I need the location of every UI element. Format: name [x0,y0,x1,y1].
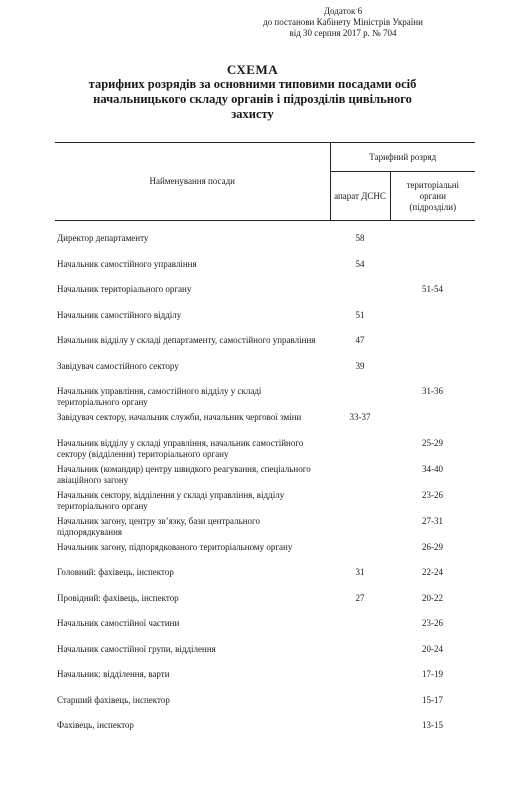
position-name-text: Начальник загону, центру зв’язку, бази центрального підпорядкування [57,515,260,537]
territorial-rank [390,408,475,434]
header-territorial-line-2: органи [419,190,446,201]
territorial-rank [390,229,475,255]
apparatus-rank [330,331,390,357]
apparatus-rank-text: 58 [355,233,365,243]
document-title [30,62,475,122]
territorial-rank [390,691,475,717]
territorial-rank [390,357,475,383]
territorial-rank [390,512,475,538]
position-name-text: Фахівець, інспектор [57,720,134,730]
territorial-rank [390,614,475,640]
position-name-text: Начальник: відділення, варти [57,669,170,679]
position-name [55,382,330,408]
annex-line-2: до постанови Кабінету Міністрів України [263,17,423,27]
apparatus-rank-text: 27 [355,592,365,603]
position-name-text: Начальник управління, самостійного відділу у складі територіального органу [57,386,262,407]
position-name [55,614,330,640]
position-name-text: Начальник самостійної частини [57,618,180,628]
table-row [55,691,475,717]
position-name-text: Начальник територіального органу [57,284,192,294]
table-row [55,716,475,742]
territorial-rank-text: 15-17 [422,694,443,705]
territorial-rank-text: 13-15 [422,720,443,730]
table-row [55,306,475,332]
table-row [55,665,475,691]
territorial-rank [390,563,475,589]
position-name-text: Начальник загону, підпорядкованого територіальному органу [57,541,293,552]
territorial-rank [390,331,475,357]
apparatus-rank-text: 51 [355,309,365,320]
apparatus-rank [330,460,390,486]
table-row [55,512,475,538]
position-name [55,538,330,564]
territorial-rank [390,640,475,666]
territorial-rank-text: 31-36 [422,386,443,396]
tariff-table [55,142,475,742]
apparatus-rank-text: 31 [355,567,365,577]
apparatus-rank [330,434,390,460]
position-name-text: Провідний: фахівець, інспектор [57,592,179,603]
position-name [55,255,330,281]
apparatus-rank [330,382,390,408]
table-row [55,434,475,460]
apparatus-rank-text: 54 [355,258,365,269]
territorial-rank-text: 17-19 [422,669,443,679]
table-body [55,221,475,742]
territorial-rank [390,306,475,332]
apparatus-rank [330,229,390,255]
table-row [55,331,475,357]
territorial-rank-text: 34-40 [422,463,443,474]
territorial-rank [390,434,475,460]
position-name-text: Головний: фахівець, інспектор [57,567,174,577]
territorial-rank-text: 22-24 [422,567,443,577]
position-name [55,665,330,691]
position-name [55,331,330,357]
apparatus-rank [330,408,390,434]
territorial-rank [390,280,475,306]
territorial-rank-text: 20-24 [422,643,443,654]
territorial-rank [390,716,475,742]
position-name [55,486,330,512]
position-name [55,691,330,717]
table-row [55,357,475,383]
header-territorial-line-3: (підрозділи) [409,201,457,212]
position-name-text: Завідувач самостійного сектору [57,360,179,371]
header-territorial-line-1: територіальні [406,179,460,190]
position-name-text: Начальник (командир) центру швидкого реагування, спеціального авіаційного загону [57,463,311,485]
table-row [55,408,475,434]
apparatus-rank-text: 47 [355,335,365,345]
table-row [55,460,475,486]
title-line-3: начальницького складу органів і підрозділів цивільного [93,92,412,106]
apparatus-rank [330,486,390,512]
apparatus-rank [330,640,390,666]
position-name-text: Начальник сектору, відділення у складі управління, відділу територіального органу [57,489,285,511]
position-name [55,408,330,434]
position-name [55,563,330,589]
apparatus-rank-text: 33-37 [349,412,371,422]
territorial-rank [390,255,475,281]
territorial-rank-text: 51-54 [422,284,443,294]
position-name-text: Старший фахівець, інспектор [57,694,170,705]
apparatus-rank [330,589,390,615]
table-row [55,486,475,512]
title-line-4: захисту [231,107,274,121]
annex-note [233,6,453,39]
header-tariff-rank: Тарифний розряд [330,143,475,172]
position-name [55,512,330,538]
position-name-text: Директор департаменту [57,233,149,243]
apparatus-rank [330,255,390,281]
position-name-text: Начальник відділу у складі управління, начальник самостійного сектору (відділення) територіального органу [57,437,304,459]
spacer [55,221,475,230]
apparatus-rank [330,306,390,332]
table-row [55,538,475,564]
position-name-text: Завідувач сектору, начальник служби, начальник чергової зміни [57,412,302,422]
title-line-2: тарифних розрядів за основними типовими посадами осіб [88,77,417,91]
position-name-text: Начальник самостійного управління [57,258,197,269]
apparatus-rank [330,538,390,564]
territorial-rank [390,538,475,564]
territorial-rank [390,382,475,408]
apparatus-rank [330,691,390,717]
table-row [55,589,475,615]
apparatus-rank [330,512,390,538]
apparatus-rank-text: 39 [355,360,365,371]
header-territorial [390,172,475,221]
apparatus-rank [330,716,390,742]
position-name [55,434,330,460]
annex-line-3: від 30 серпня 2017 р. № 704 [289,28,397,38]
header-apparatus: апарат ДСНС [330,172,390,221]
position-name [55,229,330,255]
territorial-rank-text: 26-29 [422,541,443,552]
apparatus-rank [330,280,390,306]
territorial-rank-text: 27-31 [422,515,443,526]
table-row [55,640,475,666]
position-name [55,280,330,306]
table-row [55,255,475,281]
apparatus-rank [330,614,390,640]
apparatus-rank [330,665,390,691]
table-row [55,563,475,589]
position-name-text: Начальник самостійного відділу [57,309,182,320]
table-row [55,382,475,408]
position-name [55,716,330,742]
table-row [55,614,475,640]
apparatus-rank [330,357,390,383]
title-line-1: СХЕМА [226,62,279,77]
position-name [55,357,330,383]
territorial-rank-text: 20-22 [422,592,443,603]
position-name [55,306,330,332]
territorial-rank [390,486,475,512]
table-row [55,280,475,306]
territorial-rank [390,460,475,486]
territorial-rank-text: 23-26 [422,618,443,628]
territorial-rank-text: 23-26 [422,489,443,500]
territorial-rank [390,589,475,615]
table-row [55,229,475,255]
position-name-text: Начальник самостійної групи, відділення [57,643,216,654]
header-position-name: Найменування посади [55,143,330,221]
annex-line-1: Додаток 6 [323,6,363,16]
position-name [55,640,330,666]
apparatus-rank [330,563,390,589]
territorial-rank [390,665,475,691]
territorial-rank-text: 25-29 [422,437,443,448]
position-name [55,460,330,486]
position-name [55,589,330,615]
position-name-text: Начальник відділу у складі департаменту, самостійного управління [57,335,316,345]
